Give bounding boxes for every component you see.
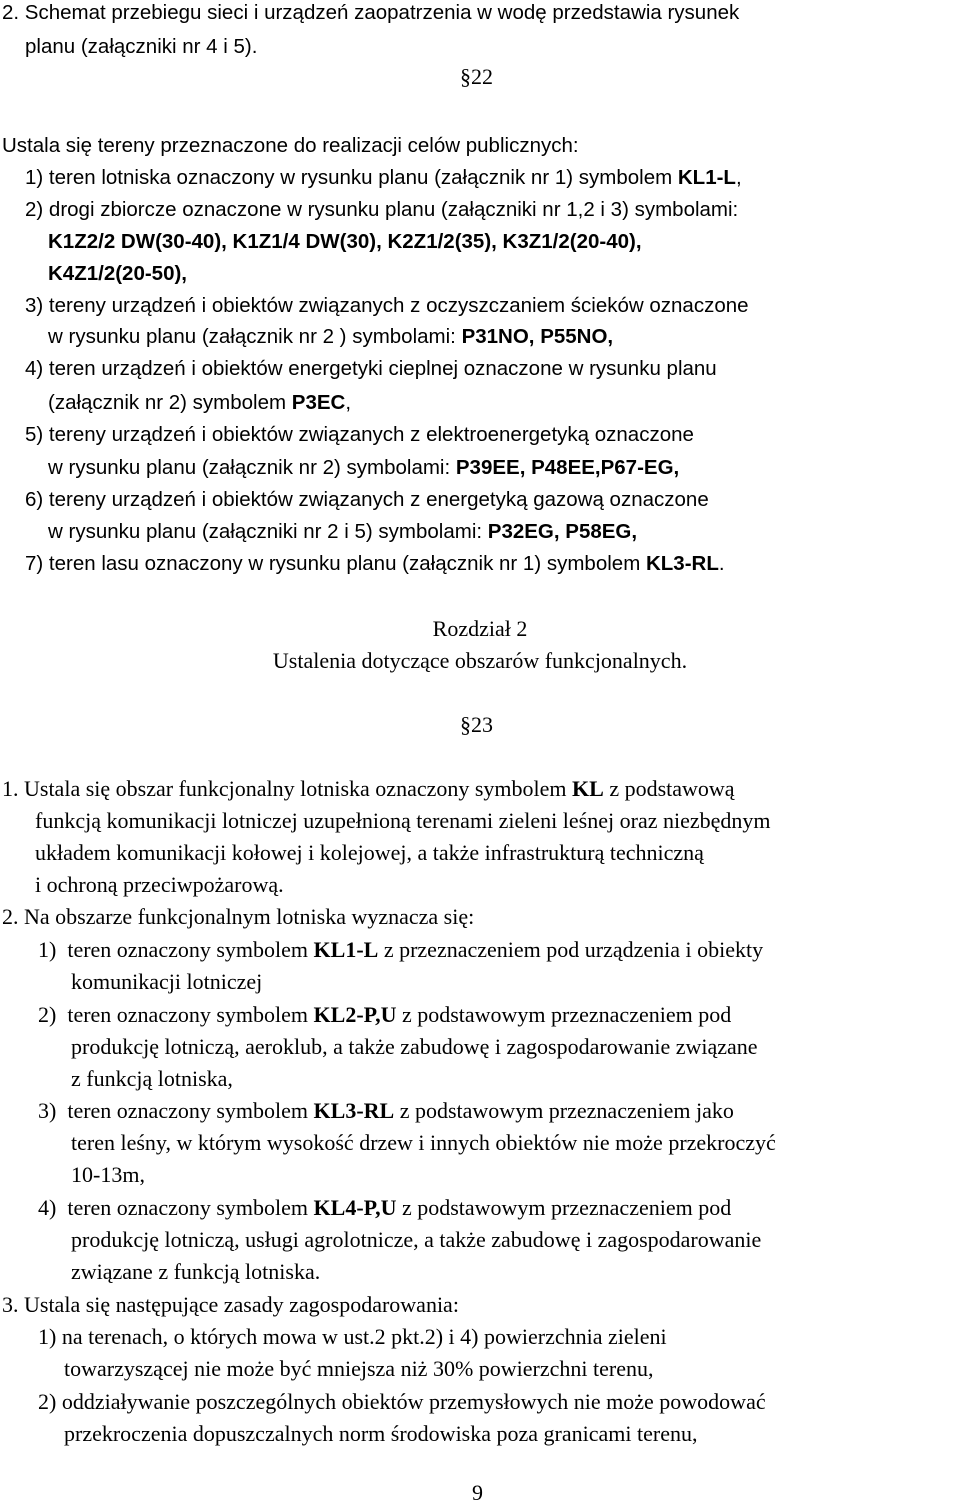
intro-line: planu (załączniki nr 4 i 5). — [25, 35, 258, 58]
list-item-continuation: towarzyszącej nie może być mniejsza niż 30% powierzchni terenu, — [64, 1356, 654, 1381]
intro-line: 2. Schemat przebiegu sieci i urządzeń zaopatrzenia w wodę przedstawia rysunek — [2, 1, 740, 24]
para22-lead: Ustala się tereny przeznaczone do realizacji celów publicznych: — [2, 134, 579, 157]
list-item: 1) teren lotniska oznaczony w rysunku planu (załącznik nr 1) symbolem KL1-L, — [25, 166, 742, 189]
list-item: 4) teren oznaczony symbolem KL4-P,U z podstawowym przeznaczeniem pod — [38, 1195, 732, 1220]
road-symbols: K1Z2/2 DW(30-40), K1Z1/4 DW(30), K2Z1/2(35), K3Z1/2(20-40), — [48, 230, 642, 253]
paragraph-1: 1. Ustala się obszar funkcjonalny lotniska oznaczony symbolem KL z podstawową — [2, 776, 735, 801]
list-item: 5) tereny urządzeń i obiektów związanych z elektroenergetyką oznaczone — [25, 423, 694, 446]
list-item-continuation: w rysunku planu (załącznik nr 2 ) symbolami: P31NO, P55NO, — [48, 325, 614, 348]
section-22-heading: §22 — [460, 64, 493, 89]
list-item-continuation: w rysunku planu (załączniki nr 2 i 5) symbolami: P32EG, P58EG, — [48, 520, 638, 543]
list-item-continuation: produkcję lotniczą, aeroklub, a także zabudowę i zagospodarowanie związane — [71, 1034, 758, 1059]
list-item-continuation: 10-13m, — [71, 1162, 145, 1187]
list-item-continuation: związane z funkcją lotniska. — [71, 1259, 321, 1284]
list-item: 2) teren oznaczony symbolem KL2-P,U z podstawowym przeznaczeniem pod — [38, 1002, 732, 1027]
paragraph-1-line: funkcją komunikacji lotniczej uzupełnioną terenami zieleni leśnej oraz niezbędnym — [35, 808, 771, 833]
list-item-continuation: teren leśny, w którym wysokość drzew i innych obiektów nie może przekroczyć — [71, 1130, 776, 1155]
list-item-continuation: komunikacji lotniczej — [71, 969, 263, 994]
road-symbols: K4Z1/2(20-50), — [48, 262, 188, 285]
list-item: 1) na terenach, o których mowa w ust.2 pkt.2) i 4) powierzchnia zieleni — [38, 1324, 667, 1349]
list-item: 3) teren oznaczony symbolem KL3-RL z podstawowym przeznaczeniem jako — [38, 1098, 734, 1123]
paragraph-1-line: układem komunikacji kołowej i kolejowej, a także infrastrukturą techniczną — [35, 840, 704, 865]
list-item-continuation: produkcję lotniczą, usługi agrolotnicze, a także zabudowę i zagospodarowanie — [71, 1227, 762, 1252]
section-sign-icon: § — [460, 64, 471, 89]
paragraph-1-line: i ochroną przeciwpożarową. — [35, 872, 284, 897]
list-item-continuation: w rysunku planu (załącznik nr 2) symbolami: P39EE, P48EE,P67-EG, — [48, 456, 680, 479]
section-23-heading: §23 — [460, 712, 493, 737]
section-sign-icon: § — [460, 712, 471, 737]
list-item: 4) teren urządzeń i obiektów energetyki cieplnej oznaczone w rysunku planu — [25, 357, 717, 380]
paragraph-3: 3. Ustala się następujące zasady zagospodarowania: — [2, 1292, 459, 1317]
list-item: 3) tereny urządzeń i obiektów związanych z oczyszczaniem ścieków oznaczone — [25, 294, 749, 317]
paragraph-2: 2. Na obszarze funkcjonalnym lotniska wyznacza się: — [2, 904, 475, 929]
chapter-subtitle: Ustalenia dotyczące obszarów funkcjonalnych. — [272, 648, 688, 673]
list-item-continuation: przekroczenia dopuszczalnych norm środowiska poza granicami terenu, — [64, 1421, 698, 1446]
chapter-title: Rozdział 2 — [432, 616, 528, 641]
list-item: 2) oddziaływanie poszczególnych obiektów przemysłowych nie może powodować — [38, 1389, 766, 1414]
page-number: 9 — [472, 1480, 483, 1505]
list-item: 2) drogi zbiorcze oznaczone w rysunku planu (załączniki nr 1,2 i 3) symbolami: — [25, 198, 739, 221]
list-item: 1) teren oznaczony symbolem KL1-L z przeznaczeniem pod urządzenia i obiekty — [38, 937, 764, 962]
list-item-continuation: (załącznik nr 2) symbolem P3EC, — [48, 391, 352, 414]
list-item: 6) tereny urządzeń i obiektów związanych z energetyką gazową oznaczone — [25, 488, 709, 511]
list-item-continuation: z funkcją lotniska, — [71, 1066, 233, 1091]
list-item: 7) teren lasu oznaczony w rysunku planu (załącznik nr 1) symbolem KL3-RL. — [25, 552, 725, 575]
